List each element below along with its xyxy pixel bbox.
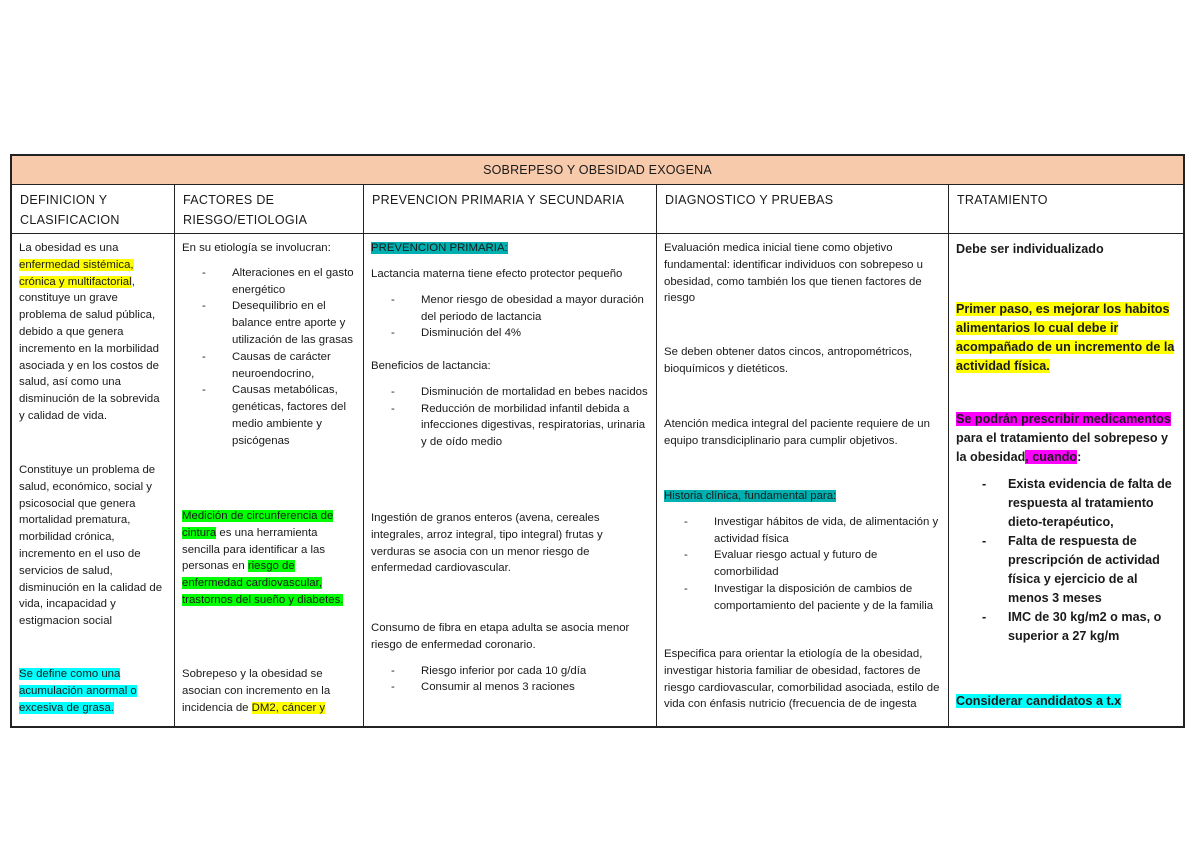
header-definicion: DEFINICION Y CLASIFICACION bbox=[12, 184, 174, 234]
definicion-p2 bbox=[19, 462, 167, 630]
prevencion-fibra bbox=[371, 620, 649, 696]
candidatos-highlight: Considerar candidatos a t.x bbox=[956, 694, 1122, 708]
header-factores: FACTORES DE RIESGO/ETIOLOGIA bbox=[175, 184, 363, 234]
list-item: - Causas metabólicas, genéticas, factores del medio ambiente y psicógenas bbox=[182, 382, 356, 449]
sobrepeso-text: Sobrepeso y la obesidad se asocian con incremento en la incidencia de bbox=[182, 668, 331, 714]
header-diagnostico: DIAGNOSTICO Y PRUEBAS bbox=[657, 184, 948, 234]
factores-list bbox=[182, 265, 356, 450]
factores-sobrepeso bbox=[182, 666, 356, 716]
list-item: - Consumir al menos 3 raciones bbox=[371, 679, 649, 696]
list-item: - IMC de 30 kg/m2 o mas, o superior a 27 kg/m bbox=[956, 608, 1178, 646]
medicion-text: es una herramienta sencilla para identificar a las personas en bbox=[182, 526, 326, 573]
lactancia-list bbox=[371, 292, 649, 342]
tratamiento-p1 bbox=[956, 240, 1178, 259]
diagnostico-historia bbox=[664, 488, 941, 615]
tratamiento-p1-text: Debe ser individualizado bbox=[956, 242, 1104, 256]
list-item: - Disminución de mortalidad en bebes nacidos bbox=[371, 384, 649, 401]
tratamiento-list bbox=[956, 475, 1178, 646]
fibra-text: Consumo de fibra en etapa adulta se asocia menor riesgo de enfermedad coronario. bbox=[371, 622, 630, 651]
medicion-highlight: Medición de circunferencia de cintura bbox=[182, 510, 334, 539]
summary-table bbox=[10, 154, 1185, 728]
definicion-p1 bbox=[19, 240, 167, 425]
beneficios-text: Beneficios de lactancia: bbox=[371, 360, 491, 372]
granos-text: Ingestión de granos enteros (avena, cereales integrales, arroz integral, tipo integral) frutas y verduras se asocia con un menor riesgo de enfermedad cardiovascular. bbox=[371, 512, 603, 575]
definicion-p3 bbox=[19, 666, 167, 716]
diagnostico-p1-text: Evaluación medica inicial tiene como objetivo fundamental: identificar individuos con sobrepeso u obesidad, como también los que tienen factores de riesgo bbox=[664, 242, 923, 305]
list-item: - Desequilibrio en el balance entre aporte y utilización de las grasas bbox=[182, 298, 356, 348]
medicamentos-colon: : bbox=[1077, 450, 1082, 464]
factores-medicion bbox=[182, 508, 356, 609]
list-item: - Exista evidencia de falta de respuesta al tratamiento dieto-terapéutico, bbox=[956, 475, 1178, 532]
list-item: - Menor riesgo de obesidad a mayor duración del periodo de lactancia bbox=[371, 292, 649, 326]
diagnostico-p1 bbox=[664, 240, 941, 307]
diagnostico-p3-text: Atención medica integral del paciente requiere de un equipo transdiciplinario para cumplir objetivos. bbox=[664, 418, 930, 447]
factores-intro-block bbox=[182, 240, 356, 450]
tratamiento-p4 bbox=[956, 692, 1178, 711]
column-definicion bbox=[12, 184, 175, 728]
diagnostico-p4-text: Especifica para orientar la etiología de la obesidad, investigar historia familiar de obesidad, factores de riesgo cardiovascular, comorbilidad asociada, estilo de vida con énfasis nutricio (frecuencia de de ingesta bbox=[664, 648, 940, 711]
medicamentos-highlight: Se podrán prescribir medicamentos bbox=[956, 412, 1171, 426]
header-tratamiento: TRATAMIENTO bbox=[949, 184, 1185, 234]
riesgo-highlight: riesgo de enfermedad cardiovascular, trastornos del sueño y diabetes. bbox=[182, 560, 344, 606]
definicion-definition-highlight: Se define como una acumulación anormal o excesiva de grasa. bbox=[19, 668, 137, 714]
factores-intro: En su etiología se involucran: bbox=[182, 242, 331, 254]
dm2-highlight: DM2, cáncer y bbox=[251, 701, 326, 714]
historia-list bbox=[664, 514, 941, 615]
list-item: - Causas de carácter neuroendocrino, bbox=[182, 349, 356, 383]
list-item: - Riesgo inferior por cada 10 g/día bbox=[371, 663, 649, 680]
list-item: - Investigar la disposición de cambios de comportamiento del paciente y de la familia bbox=[664, 581, 941, 615]
definicion-highlight: enfermedad sistémica, crónica y multifactorial bbox=[19, 258, 134, 288]
medicamentos-text: para el tratamiento del sobrepeso y la obesidad bbox=[956, 431, 1169, 464]
header-prevencion: PREVENCION PRIMARIA Y SECUNDARIA bbox=[364, 184, 656, 234]
prevencion-beneficios bbox=[371, 358, 649, 451]
prevencion-primaria-highlight: PREVENCION PRIMARIA: bbox=[371, 242, 508, 254]
list-item: - Falta de respuesta de prescripción de actividad física y ejercicio de al menos 3 meses bbox=[956, 532, 1178, 608]
table-title: SOBREPESO Y OBESIDAD EXOGENA bbox=[12, 156, 1183, 185]
cuando-highlight: , cuando bbox=[1025, 450, 1078, 464]
tratamiento-p2 bbox=[956, 300, 1178, 376]
diagnostico-p3 bbox=[664, 416, 941, 450]
definicion-p1-pre: La obesidad es una bbox=[19, 242, 119, 254]
tratamiento-p3 bbox=[956, 410, 1178, 646]
beneficios-list bbox=[371, 384, 649, 451]
definicion-p2-text: Constituye un problema de salud, económico, social y psicosocial que genera mortalidad prematura, morbilidad crónica, incremento en el uso de servicios de salud, disminución en la calidad de vida, incapacidad y estigmacion social bbox=[19, 464, 163, 628]
fibra-list bbox=[371, 663, 649, 697]
historia-highlight: Historia clínica, fundamental para: bbox=[664, 490, 837, 502]
list-item: - Reducción de morbilidad infantil debida a infecciones digestivas, respiratorias, urinaria y de oído medio bbox=[371, 401, 649, 451]
list-item: - Investigar hábitos de vida, de alimentación y actividad física bbox=[664, 514, 941, 548]
prevencion-granos bbox=[371, 510, 649, 577]
diagnostico-p2 bbox=[664, 344, 941, 378]
column-tratamiento bbox=[949, 184, 1185, 728]
list-item: - Evaluar riesgo actual y futuro de comorbilidad bbox=[664, 547, 941, 581]
definicion-p1-post: , constituye un grave problema de salud pública, debido a que genera incremento en la morbilidad asociada y en los costos de salud, así como una disminución de la sobrevida y calidad de vida. bbox=[19, 275, 160, 422]
prevencion-heading bbox=[371, 240, 649, 257]
prevencion-lactancia bbox=[371, 266, 649, 342]
column-prevencion bbox=[364, 184, 657, 728]
list-item: - Disminución del 4% bbox=[371, 325, 649, 342]
list-item: - Alteraciones en el gasto energético bbox=[182, 265, 356, 299]
column-factores bbox=[175, 184, 364, 728]
lactancia-text: Lactancia materna tiene efecto protector pequeño bbox=[371, 268, 623, 280]
diagnostico-p4 bbox=[664, 646, 941, 713]
column-diagnostico bbox=[657, 184, 949, 728]
diagnostico-p2-text: Se deben obtener datos cincos, antropométricos, bioquímicos y dietéticos. bbox=[664, 346, 913, 375]
primer-paso-highlight: Primer paso, es mejorar los habitos alimentarios lo cual debe ir acompañado de un incremento de la actividad física. bbox=[956, 302, 1175, 373]
